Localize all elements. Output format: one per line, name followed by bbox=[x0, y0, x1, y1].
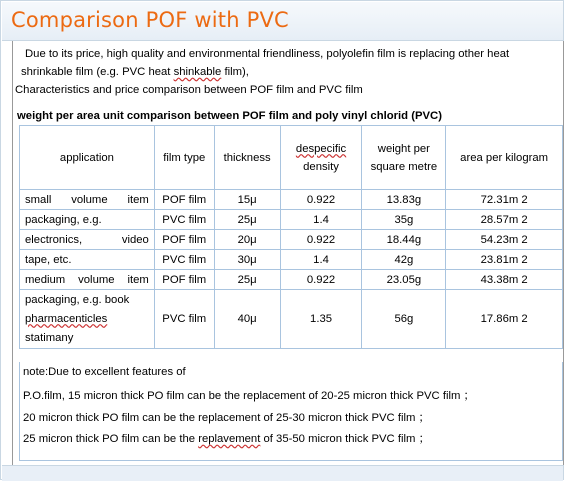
table-row bbox=[20, 210, 563, 230]
cell-thickness: 30μ bbox=[214, 250, 280, 270]
spell-error-word: despecific bbox=[295, 142, 347, 155]
note-text-part: of 35-50 micron thick PVC film ； bbox=[260, 433, 430, 445]
cell-application: packaging, e.g. bbox=[20, 210, 155, 230]
header-density bbox=[280, 126, 362, 190]
note-line bbox=[23, 430, 430, 446]
cell-area: 72.31m 2 bbox=[446, 190, 563, 210]
content-area bbox=[12, 41, 564, 465]
cell-area: 43.38m 2 bbox=[446, 270, 563, 290]
cell-density: 0.922 bbox=[280, 190, 362, 210]
cell-density: 1.4 bbox=[280, 250, 362, 270]
cell-film-type: POF film bbox=[154, 230, 214, 250]
cell-film-type: PVC film bbox=[154, 210, 214, 230]
table-row bbox=[20, 290, 563, 349]
header-weight: weight per square metre bbox=[362, 126, 446, 190]
cell-film-type: PVC film bbox=[154, 290, 214, 349]
note-line: 20 micron thick PO film can be the replacement of 25-30 micron thick PVC film ； bbox=[23, 412, 430, 424]
table-row bbox=[20, 270, 563, 290]
table-header-row bbox=[20, 126, 563, 190]
cell-film-type: POF film bbox=[154, 190, 214, 210]
intro-text-part: Due to its price, high quality and environmental friendliness, polyolefin film is replacing other heat shrinkable film (e.g. PVC heat bbox=[21, 48, 510, 78]
page-title: Comparison POF with PVC bbox=[11, 8, 289, 32]
cell-thickness: 25μ bbox=[214, 270, 280, 290]
cell-thickness: 40μ bbox=[214, 290, 280, 349]
cell-thickness: 25μ bbox=[214, 210, 280, 230]
cell-area: 23.81m 2 bbox=[446, 250, 563, 270]
cell-weight: 18.44g bbox=[362, 230, 446, 250]
cell-thickness: 20μ bbox=[214, 230, 280, 250]
table-row bbox=[20, 250, 563, 270]
cell-weight: 56g bbox=[362, 290, 446, 349]
cell-film-type: PVC film bbox=[154, 250, 214, 270]
cell-area: 17.86m 2 bbox=[446, 290, 563, 349]
cell-application-line: statimany bbox=[25, 331, 74, 344]
note-line: note:Due to excellent features of bbox=[23, 366, 186, 378]
footer-bar bbox=[2, 465, 563, 481]
cell-application: medium volume item bbox=[20, 270, 155, 290]
cell-density: 0.922 bbox=[280, 270, 362, 290]
intro-text bbox=[15, 45, 557, 99]
table-row bbox=[20, 190, 563, 210]
header-film-type: film type bbox=[154, 126, 214, 190]
spell-error-word: pharmacenticles bbox=[25, 312, 108, 325]
notes-block bbox=[19, 362, 563, 461]
spell-error-word: shinkable bbox=[173, 66, 222, 78]
note-text-part: 25 micron thick PO film can be the bbox=[23, 433, 199, 445]
cell-application: tape, etc. bbox=[20, 250, 155, 270]
intro-text-part: film), bbox=[221, 66, 249, 78]
cell-film-type: POF film bbox=[154, 270, 214, 290]
table-row bbox=[20, 230, 563, 250]
note-line: P.O.film, 15 micron thick PO film can be the replacement of 20-25 micron thick PVC film ； bbox=[23, 390, 475, 402]
header-bar bbox=[2, 2, 563, 41]
intro-line-2: Characteristics and price comparison between POF film and PVC film bbox=[15, 84, 363, 96]
header-area: area per kilogram bbox=[446, 126, 563, 190]
intro-paragraph bbox=[21, 45, 557, 81]
cell-area: 28.57m 2 bbox=[446, 210, 563, 230]
cell-application: electronics, video bbox=[20, 230, 155, 250]
cell-weight: 23.05g bbox=[362, 270, 446, 290]
cell-weight: 13.83g bbox=[362, 190, 446, 210]
spell-error-word: replavement bbox=[198, 433, 261, 445]
cell-density: 1.4 bbox=[280, 210, 362, 230]
cell-area: 54.23m 2 bbox=[446, 230, 563, 250]
cell-density: 0.922 bbox=[280, 230, 362, 250]
cell-application bbox=[20, 290, 155, 349]
cell-density: 1.35 bbox=[280, 290, 362, 349]
cell-weight: 35g bbox=[362, 210, 446, 230]
comparison-table bbox=[19, 125, 563, 349]
header-density-line2: density bbox=[303, 160, 339, 173]
header-thickness: thickness bbox=[214, 126, 280, 190]
header-application: application bbox=[20, 126, 155, 190]
cell-weight: 42g bbox=[362, 250, 446, 270]
table-title: weight per area unit comparison between POF film and poly vinyl chlorid (PVC) bbox=[17, 110, 442, 122]
cell-thickness: 15μ bbox=[214, 190, 280, 210]
cell-application: small volume item bbox=[20, 190, 155, 210]
cell-application-line: packaging, e.g. book bbox=[25, 293, 130, 306]
